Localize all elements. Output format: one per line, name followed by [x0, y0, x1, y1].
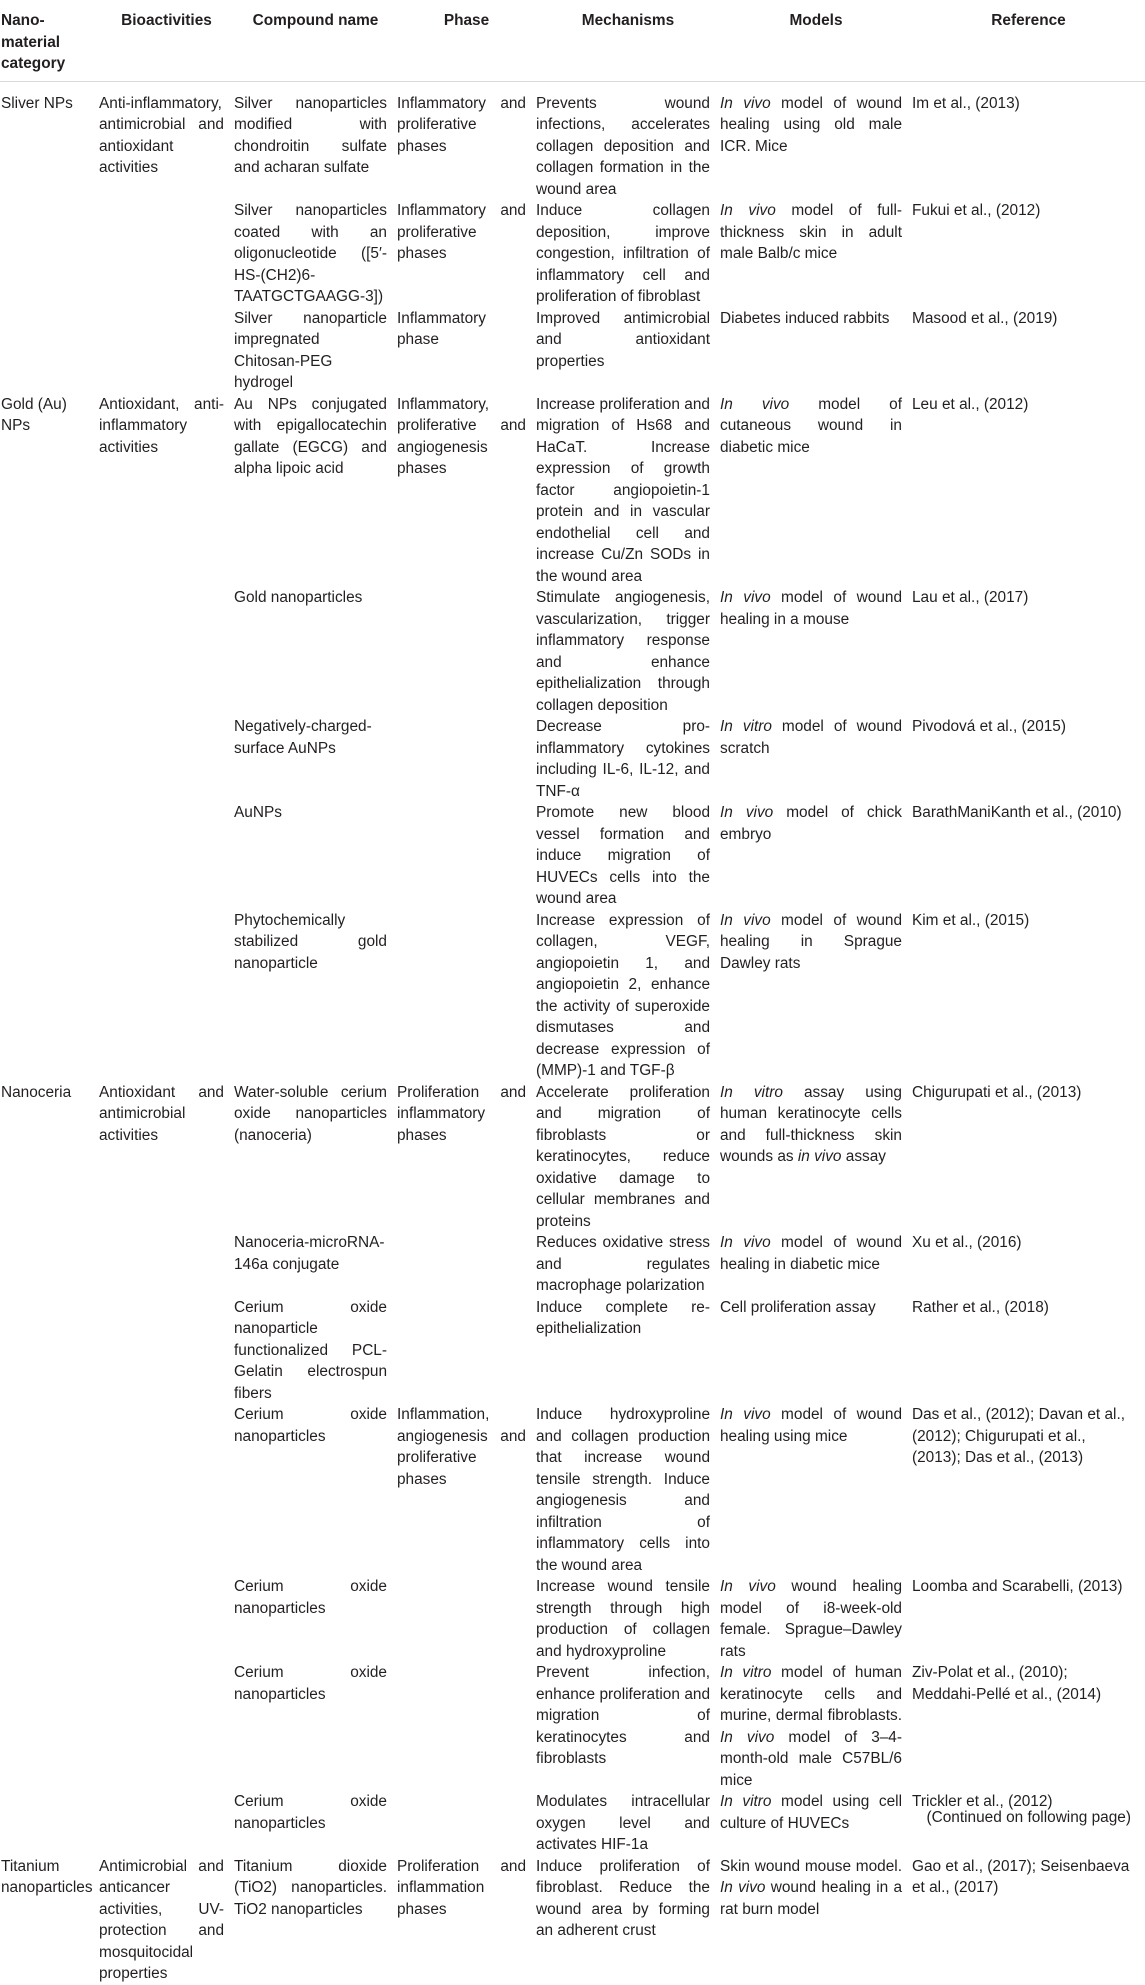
- bioactivities-cell: [99, 802, 234, 910]
- models-cell: In vivo model of wound healing in diabetic mice: [720, 1234, 903, 1273]
- category-cell: Titanium nanoparticles: [1, 1857, 93, 1896]
- category-cell: [0, 716, 99, 802]
- phase-cell: [397, 587, 536, 716]
- reference-cell: Chigurupati et al., (2013): [912, 1083, 1082, 1101]
- category-cell: [0, 1404, 99, 1576]
- bioactivities-cell: [99, 1791, 234, 1856]
- bioactivities-cell: [99, 1232, 234, 1297]
- table-row: [0, 1576, 1145, 1662]
- compound-name-cell: Titanium dioxide (TiO2) nanoparticles. TiO2 nanoparticles: [234, 1857, 387, 1918]
- bioactivities-cell: [99, 1404, 234, 1576]
- reference-cell: Xu et al., (2016): [912, 1234, 1022, 1251]
- reference-cell: Loomba and Scarabelli, (2013): [912, 1578, 1123, 1595]
- reference-cell: BarathManiKanth et al., (2010): [912, 804, 1122, 821]
- compound-name-cell: Cerium oxide nanoparticle functionalized PCL-Gelatin electrospun fibers: [234, 1298, 387, 1402]
- category-cell: Gold (Au) NPs: [1, 395, 67, 434]
- mechanisms-cell: Increase wound tensile strength through high production of collagen and hydroxyproline: [536, 1578, 710, 1660]
- reference-cell: Im et al., (2013): [912, 94, 1020, 112]
- compound-name-cell: Nanoceria-microRNA-146a conjugate: [234, 1234, 385, 1273]
- mechanisms-cell: Induce hydroxyproline and collagen production that increase wound tensile strength. Induce angiogenesis and infiltration of inflammatory cells into the wound area: [536, 1406, 710, 1574]
- reference-cell: Pivodová et al., (2015): [912, 718, 1066, 735]
- header-models: Models: [789, 12, 843, 29]
- category-cell: [0, 910, 99, 1082]
- models-cell: In vivo model of full-thickness skin in adult male Balb/c mice: [720, 202, 902, 262]
- table-row: [0, 308, 1145, 394]
- header-bioactivities: Bioactivities: [121, 12, 212, 29]
- mechanisms-cell: Accelerate proliferation and migration of fibroblasts or keratinocytes, reduce oxidative damage to cellular membranes and proteins: [536, 1083, 710, 1230]
- table-header: [0, 6, 1145, 81]
- category-cell: [0, 802, 99, 910]
- table-row: [0, 394, 1145, 588]
- phase-cell: [397, 716, 536, 802]
- compound-name-cell: Cerium oxide nanoparticles: [234, 1406, 387, 1445]
- table-row: [0, 802, 1145, 910]
- models-cell: Skin wound mouse model. In vivo wound healing in a rat burn model: [720, 1857, 903, 1918]
- table-row: [0, 200, 1145, 308]
- mechanisms-cell: Promote new blood vessel formation and induce migration of HUVECs cells into the wound area: [536, 804, 710, 907]
- reference-cell: Leu et al., (2012): [912, 395, 1029, 413]
- reference-cell: Fukui et al., (2012): [912, 202, 1041, 219]
- models-cell: In vivo model of wound healing in a mouse: [720, 589, 903, 628]
- models-cell: In vitro model using cell culture of HUVECs: [720, 1793, 902, 1832]
- mechanisms-cell: Induce collagen deposition, improve congestion, infiltration of inflammatory cell and proliferation of fibroblast: [536, 202, 710, 305]
- compound-name-cell: Au NPs conjugated with epigallocatechin gallate (EGCG) and alpha lipoic acid: [234, 395, 387, 477]
- category-cell: [0, 1297, 99, 1405]
- mechanisms-cell: Prevents wound infections, accelerates collagen deposition and collagen formation in the wound area: [536, 94, 710, 198]
- models-cell: In vivo model of wound healing using old male ICR. Mice: [720, 94, 903, 155]
- table-row: [0, 910, 1145, 1082]
- phase-cell: Proliferation and inflammation phases: [397, 1857, 526, 1918]
- compound-name-cell: AuNPs: [234, 804, 282, 821]
- reference-cell: Trickler et al., (2012): [912, 1793, 1053, 1810]
- compound-name-cell: Silver nanoparticles modified with chondroitin sulfate and acharan sulfate: [234, 94, 387, 176]
- category-cell: [0, 1791, 99, 1856]
- category-cell: [0, 1232, 99, 1297]
- mechanisms-cell: Stimulate angiogenesis, vascularization, trigger inflammatory response and enhance epithelialization through collagen deposition: [536, 589, 710, 714]
- compound-name-cell: Cerium oxide nanoparticles: [234, 1793, 387, 1832]
- bioactivities-cell: [99, 587, 234, 716]
- mechanisms-cell: Reduces oxidative stress and regulates macrophage polarization: [536, 1234, 710, 1294]
- compound-name-cell: Cerium oxide nanoparticles: [234, 1664, 387, 1703]
- category-cell: Nanoceria: [1, 1083, 72, 1101]
- bioactivities-cell: Antimicrobial and anticancer activities, UV-protection and mosquitocidal properties: [99, 1857, 224, 1982]
- phase-cell: Proliferation and inflammatory phases: [397, 1083, 526, 1144]
- phase-cell: [397, 1791, 536, 1856]
- phase-cell: [397, 802, 536, 910]
- phase-cell: [397, 1662, 536, 1791]
- models-cell: In vivo model of chick embryo: [720, 804, 902, 843]
- table-row: [0, 1232, 1145, 1297]
- phase-cell: Inflammatory, proliferative and angiogenesis phases: [397, 395, 526, 477]
- bioactivities-cell: [99, 1297, 234, 1405]
- mechanisms-cell: Improved antimicrobial and antioxidant properties: [536, 309, 710, 370]
- phase-cell: [397, 1576, 536, 1662]
- phase-cell: Inflammatory and proliferative phases: [397, 94, 526, 155]
- table-row: [0, 716, 1145, 802]
- header-mechanisms: Mechanisms: [581, 12, 675, 29]
- phase-cell: [397, 1297, 536, 1405]
- category-cell: [0, 308, 99, 394]
- models-cell: In vitro model of wound scratch: [720, 718, 902, 757]
- continued-note: (Continued on following page): [926, 1809, 1131, 1826]
- table-row: [0, 1856, 1145, 1985]
- table-row: [0, 1404, 1145, 1576]
- bioactivities-cell: [99, 200, 234, 308]
- table-row: [0, 587, 1145, 716]
- bioactivities-cell: [99, 1576, 234, 1662]
- models-cell: In vivo model of wound healing in Sprague Dawley rats: [720, 911, 903, 972]
- header-phase: Phase: [443, 12, 490, 29]
- models-cell: In vivo wound healing model of i8-week-old female. Sprague–Dawley rats: [720, 1578, 902, 1660]
- compound-name-cell: Negatively-charged-surface AuNPs: [234, 718, 372, 757]
- nanomaterial-table: [0, 6, 1145, 1985]
- models-cell: In vivo model of wound healing using mice: [720, 1406, 903, 1445]
- reference-cell: Kim et al., (2015): [912, 911, 1030, 929]
- reference-cell: Gao et al., (2017); Seisenbaeva et al., (2017): [912, 1857, 1130, 1896]
- phase-cell: Inflammatory phase: [397, 309, 486, 348]
- models-cell: In vitro model of human keratinocyte cells and murine, dermal fibroblasts. In vivo model of 3–4-month-old male C57BL/6 mice: [720, 1664, 902, 1789]
- compound-name-cell: Water-soluble cerium oxide nanoparticles (nanoceria): [234, 1083, 387, 1144]
- mechanisms-cell: Induce proliferation of fibroblast. Reduce the wound area by forming an adherent crust: [536, 1857, 710, 1939]
- header-row: [0, 6, 1145, 81]
- table-row: [0, 1662, 1145, 1791]
- compound-name-cell: Cerium oxide nanoparticles: [234, 1578, 387, 1617]
- bioactivities-cell: Anti-inflammatory, antimicrobial and antioxidant activities: [99, 94, 224, 176]
- header-nanomaterial-category: Nano- material category: [1, 12, 66, 72]
- reference-cell: Lau et al., (2017): [912, 589, 1029, 606]
- compound-name-cell: Silver nanoparticles coated with an oligonucleotide ([5′-HS-(CH2)6-TAATGCTGAAGG-3]): [234, 202, 387, 305]
- bioactivities-cell: [99, 910, 234, 1082]
- category-cell: [0, 1662, 99, 1791]
- category-cell: Sliver NPs: [1, 94, 73, 112]
- compound-name-cell: Gold nanoparticles: [234, 589, 363, 606]
- compound-name-cell: Silver nanoparticle impregnated Chitosan-PEG hydrogel: [234, 309, 387, 391]
- header-compound-name: Compound name: [252, 12, 379, 29]
- models-cell: In vivo model of cutaneous wound in diabetic mice: [720, 395, 902, 456]
- bioactivities-cell: Antioxidant, anti-inflammatory activities: [99, 395, 224, 456]
- category-cell: [0, 200, 99, 308]
- phase-cell: Inflammation, angiogenesis and proliferative phases: [397, 1406, 526, 1488]
- bioactivities-cell: [99, 1662, 234, 1791]
- bioactivities-cell: [99, 308, 234, 394]
- models-cell: Diabetes induced rabbits: [720, 309, 890, 327]
- phase-cell: [397, 1232, 536, 1297]
- reference-cell: Masood et al., (2019): [912, 309, 1058, 327]
- header-reference: Reference: [991, 12, 1066, 29]
- reference-cell: Rather et al., (2018): [912, 1298, 1049, 1316]
- mechanisms-cell: Prevent infection, enhance proliferation and migration of keratinocytes and fibroblasts: [536, 1664, 710, 1767]
- models-cell: In vitro assay using human keratinocyte cells and full-thickness skin wounds as in vivo assay: [720, 1083, 902, 1165]
- models-cell: Cell proliferation assay: [720, 1298, 876, 1316]
- bioactivities-cell: [99, 716, 234, 802]
- category-cell: [0, 1576, 99, 1662]
- phase-cell: [397, 910, 536, 1082]
- reference-cell: Ziv-Polat et al., (2010); Meddahi-Pellé et al., (2014): [912, 1664, 1102, 1703]
- mechanisms-cell: Increase proliferation and migration of Hs68 and HaCaT. Increase expression of growth factor angiopoietin-1 protein and in vascular endothelial cell and increase Cu/Zn SODs in the wound area: [536, 395, 710, 585]
- mechanisms-cell: Decrease pro-inflammatory cytokines including IL-6, IL-12, and TNF-α: [536, 718, 710, 800]
- mechanisms-cell: Induce complete re-epithelialization: [536, 1298, 710, 1337]
- mechanisms-cell: Increase expression of collagen, VEGF, angiopoietin 1, and angiopoietin 2, enhance the activity of superoxide dismutases and decrease expression of (MMP)-1 and TGF-β: [536, 911, 710, 1079]
- table-row: [0, 1082, 1145, 1233]
- phase-cell: Inflammatory and proliferative phases: [397, 202, 526, 262]
- table-row: [0, 1297, 1145, 1405]
- table-row: [0, 81, 1145, 200]
- table-body: [0, 81, 1145, 1985]
- mechanisms-cell: Modulates intracellular oxygen level and activates HIF-1a: [536, 1793, 710, 1853]
- compound-name-cell: Phytochemically stabilized gold nanoparticle: [234, 911, 387, 972]
- bioactivities-cell: Antioxidant and antimicrobial activities: [99, 1083, 224, 1144]
- category-cell: [0, 587, 99, 716]
- reference-cell: Das et al., (2012); Davan et al., (2012); Chigurupati et al., (2013); Das et al., (2013): [912, 1406, 1126, 1466]
